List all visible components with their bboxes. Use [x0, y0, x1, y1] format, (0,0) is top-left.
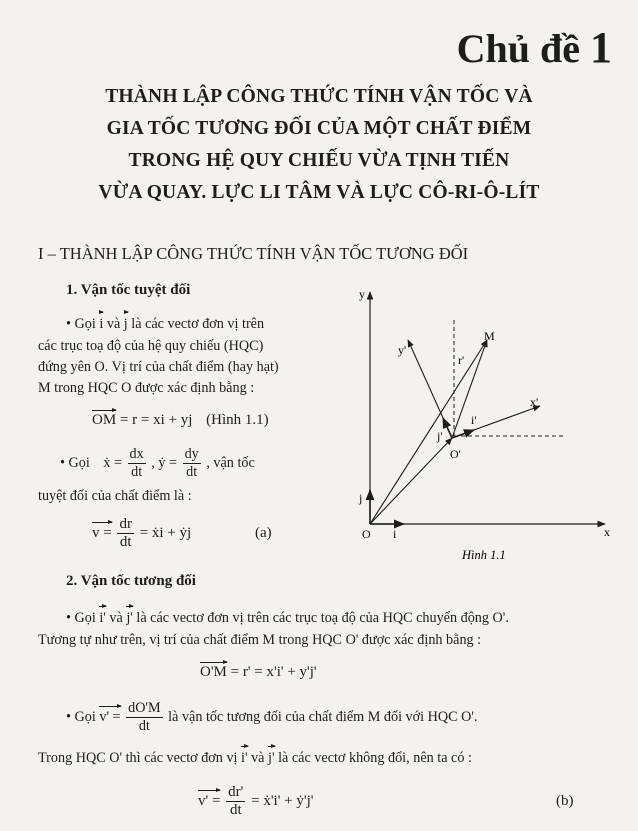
equation-b [198, 784, 313, 819]
vector-j-prime: j' [268, 748, 275, 769]
text: • Gọi [66, 610, 96, 626]
chapter-number: 1 [590, 23, 612, 72]
part2-para2 [66, 700, 478, 735]
vector-oo-prime [370, 438, 452, 524]
equation-tag-b: (b) [556, 793, 574, 809]
label-o-prime: O' [450, 447, 461, 461]
unit-vector-j-prime [443, 418, 452, 438]
text: và [106, 316, 121, 332]
equation-rhs: = ẋi + ẏj [139, 524, 192, 541]
text: • Gọi [66, 316, 96, 332]
part1-para2-line2: tuyệt đối của chất điểm là : [38, 488, 192, 504]
equation-rhs: = ẋ'i' + ẏ'j' [251, 792, 314, 809]
part1-para2-line1 [60, 446, 255, 481]
chapter-heading [457, 22, 612, 73]
label-y-prime: y' [398, 343, 407, 357]
figure-reference: (Hình 1.1) [206, 412, 269, 428]
numerator: dy [184, 446, 199, 462]
chapter-word: Chủ đề [456, 26, 580, 71]
text: và [109, 610, 123, 626]
label-j: j [359, 491, 363, 505]
denominator: dt [131, 464, 143, 480]
fraction-dr-dt [117, 516, 134, 551]
part2-para1-line1 [66, 608, 509, 629]
fraction-dy-dt [183, 446, 201, 481]
text: là các vectơ không đổi, nên ta có : [278, 750, 472, 766]
numerator: dr' [228, 784, 244, 800]
text: và [251, 750, 265, 766]
figure-caption: Hình 1.1 [462, 548, 506, 562]
figure-1-1 [350, 280, 620, 570]
text: , ẏ = [151, 454, 178, 471]
numerator: dO'M [128, 700, 161, 716]
vector-o-prime-m: O'M [200, 664, 227, 680]
numerator: dx [129, 446, 144, 462]
fraction-dx-dt [128, 446, 146, 481]
vector-j-prime: j' [126, 608, 133, 629]
denominator: dt [186, 464, 198, 480]
numerator: dr [119, 516, 132, 532]
label-r-prime: r' [458, 353, 465, 367]
equation-o-prime-m [200, 664, 317, 681]
vector-j: j [124, 314, 128, 335]
part1-heading: 1. Vận tốc tuyệt đối [66, 282, 191, 298]
unit-vector-i-prime [452, 430, 474, 438]
text: Trong HQC O' thì các vectơ đơn vị [38, 750, 238, 766]
text: là các vectơ đơn vị trên [131, 316, 265, 332]
vector-i: i [99, 314, 103, 335]
label-x-prime: x' [530, 395, 539, 409]
relative-velocity: v' = [198, 792, 221, 809]
label-o: O [362, 527, 371, 541]
equation-a [92, 516, 272, 551]
label-x: x [604, 525, 610, 539]
fraction-dr-prime-dt [226, 784, 245, 819]
denominator: dt [119, 534, 132, 550]
part2-para1-line2: Tương tự như trên, vị trí của chất điểm M trong HQC O' được xác định bằng : [38, 632, 482, 648]
title-line-2: GIA TỐC TƯƠNG ĐỐI CỦA MỘT CHẤT ĐIỂM [106, 118, 532, 139]
equation-rhs: = r' = x'i' + y'j' [226, 664, 317, 680]
relative-velocity: v' = [99, 708, 121, 725]
part2-heading: 2. Vận tốc tương đối [66, 573, 196, 589]
equation-rhs: = r = xi + yj [116, 412, 193, 428]
denominator: dt [229, 802, 242, 818]
vector-i-prime: i' [241, 748, 248, 769]
part1-para1-line1 [66, 314, 264, 335]
denominator: dt [138, 718, 150, 734]
label-m: M [484, 329, 495, 343]
text: • Gọi [66, 708, 96, 725]
label-y: y [359, 287, 365, 301]
vector-om: OM [92, 412, 117, 428]
title-line-3: TRONG HỆ QUY CHIẾU VỪA TỊNH TIẾN [128, 150, 510, 171]
text: ẋ = [103, 454, 122, 471]
title-line-1: THÀNH LẬP CÔNG THỨC TÍNH VẬN TỐC VÀ [105, 86, 533, 107]
text: , vận tốc [206, 454, 255, 471]
vector-i-prime: i' [99, 608, 106, 629]
title-line-4: VỪA QUAY. LỰC LI TÂM VÀ LỰC CÔ-RI-Ô-LÍT [98, 182, 540, 203]
text: là vận tốc tương đối của chất điểm M đối với HQC O'. [168, 708, 478, 725]
label-j-prime: j' [437, 429, 443, 443]
label-i-prime: i' [471, 413, 477, 427]
label-i: i [393, 527, 397, 541]
text: là các vectơ đơn vị trên các trục toạ độ của HQC chuyển động O'. [136, 610, 509, 626]
fraction-do-prime-m-dt [126, 700, 163, 735]
part1-para1-line4: M trong HQC O được xác định bằng : [38, 380, 255, 396]
part1-para1-line2: các trục toạ độ của hệ quy chiếu (HQC) [38, 338, 264, 354]
equation-om [92, 412, 269, 429]
part1-para1-line3: đứng yên O. Vị trí của chất điểm (hay hạt) [38, 359, 279, 375]
equation-tag-a: (a) [254, 524, 272, 541]
text: • Gọi [60, 454, 90, 471]
part2-para3 [38, 748, 472, 769]
section-heading: I – THÀNH LẬP CÔNG THỨC TÍNH VẬN TỐC TƯƠNG ĐỐI [38, 244, 469, 263]
velocity-v: v = [92, 524, 112, 541]
